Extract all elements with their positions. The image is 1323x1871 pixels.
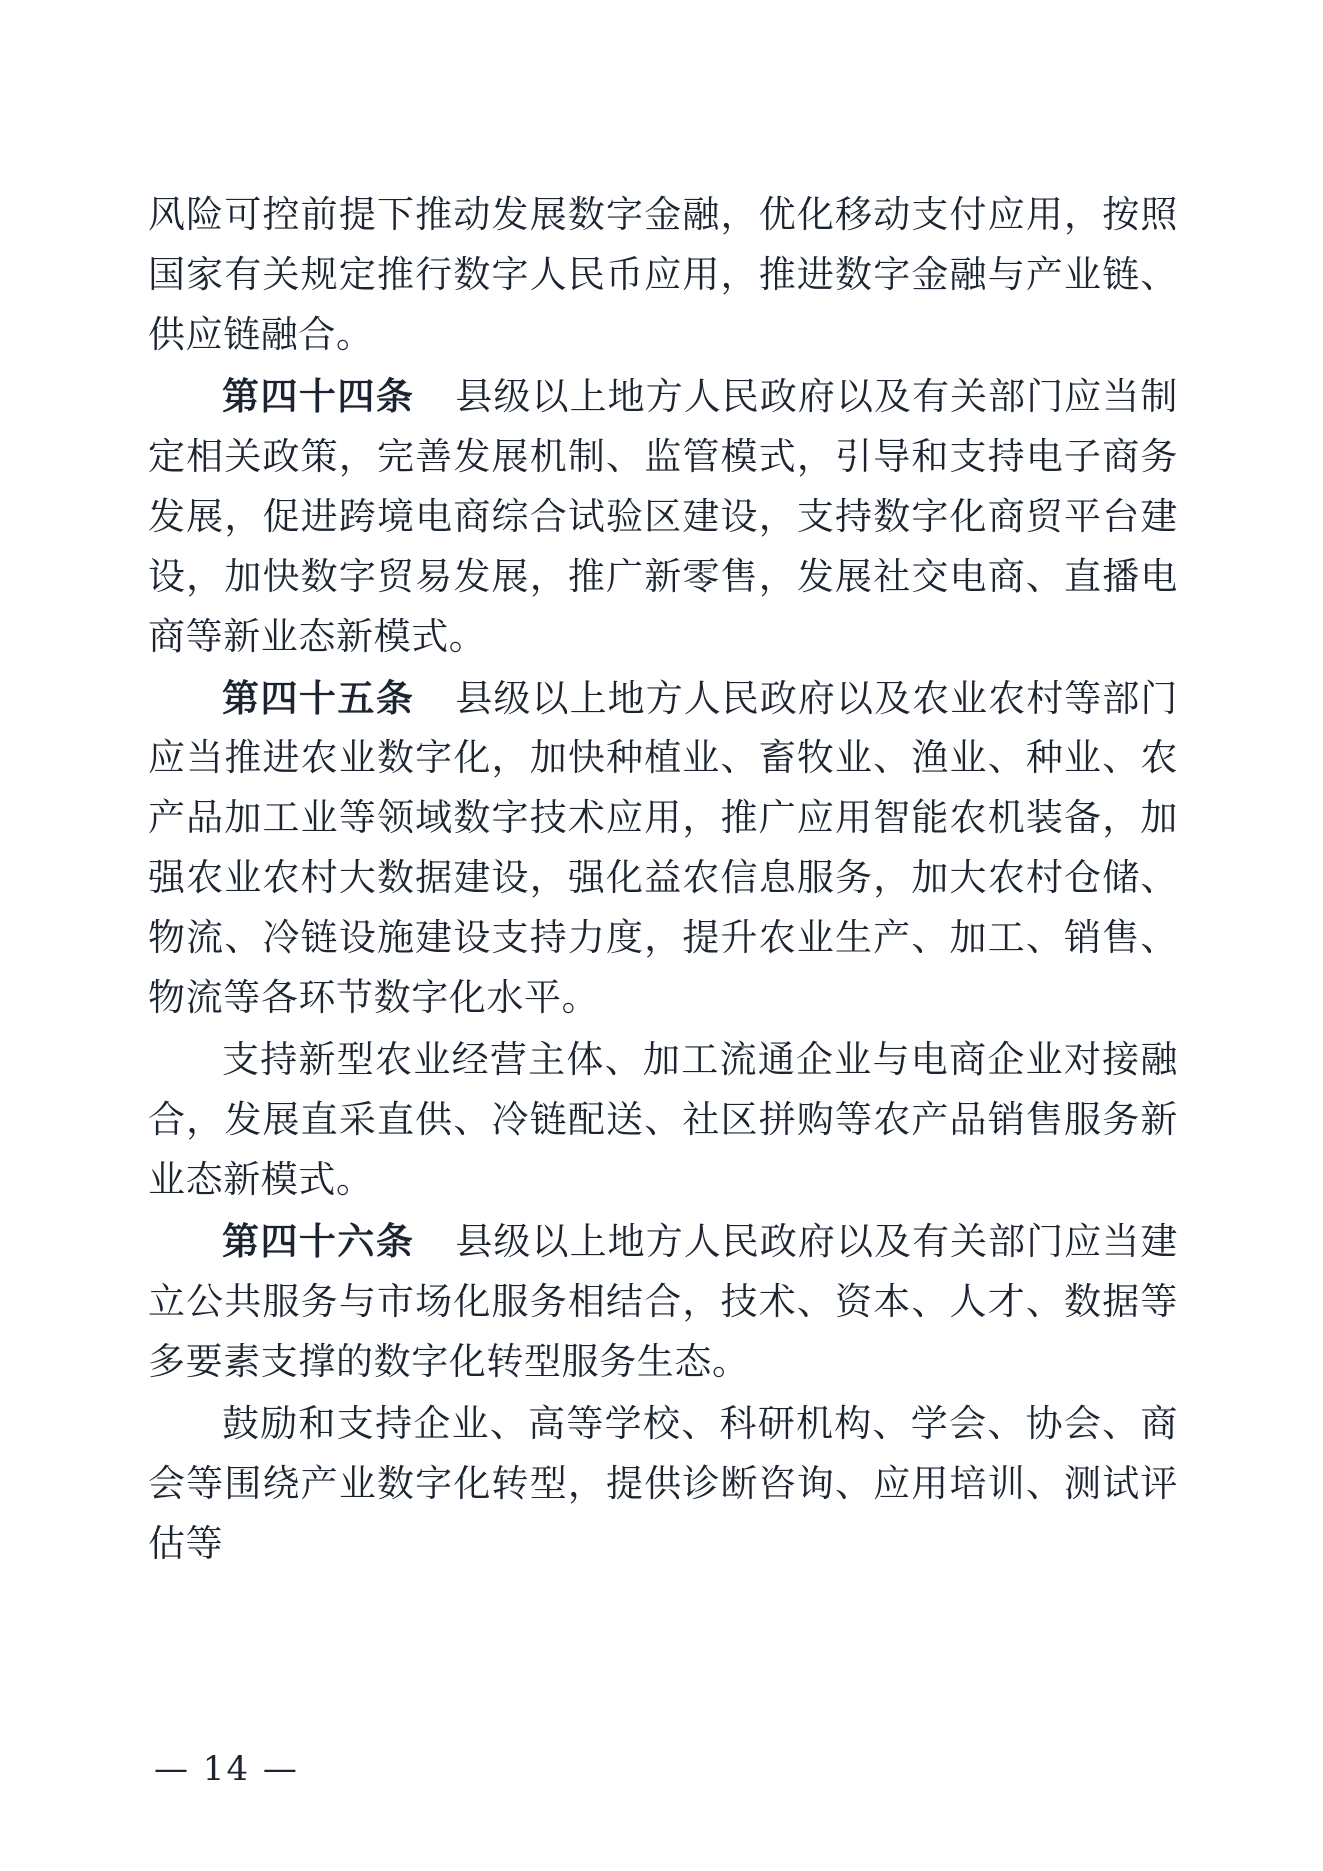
document-body — [148, 185, 1178, 1574]
paragraph-text: 县级以上地方人民政府以及有关部门应当建立公共服务与市场化服务相结合，技术、资本、人才、数据等多要素支撑的数字化转型服务生态。 — [148, 1219, 1179, 1383]
paragraph-text: 鼓励和支持企业、高等学校、科研机构、学会、协会、商会等围绕产业数字化转型，提供诊断咨询、应用培训、测试评估等 — [148, 1401, 1178, 1565]
article-label-45: 第四十五条 — [222, 675, 415, 720]
article-label-44: 第四十四条 — [222, 373, 415, 418]
paragraph-article-44 — [148, 367, 1178, 667]
paragraph-text: 支持新型农业经营主体、加工流通企业与电商企业对接融合，发展直采直供、冷链配送、社区拼购等农产品销售服务新业态新模式。 — [148, 1038, 1178, 1201]
paragraph-article-46-second — [148, 1394, 1178, 1574]
article-label-46: 第四十六条 — [222, 1218, 415, 1263]
page-footer — [148, 1749, 1178, 1789]
paragraph-text: 县级以上地方人民政府以及有关部门应当制定相关政策，完善发展机制、监管模式，引导和支持电子商务发展，促进跨境电商综合试验区建设，支持数字化商贸平台建设，加快数字贸易发展，推广新零售，发展社交电商、直播电商等新业态新模式。 — [148, 374, 1179, 658]
paragraph-text: 县级以上地方人民政府以及农业农村等部门应当推进农业数字化，加快种植业、畜牧业、渔业、种业、农产品加工业等领域数字技术应用，推广应用智能农机装备，加强农业农村大数据建设，强化益农信息服务，加大农村仓储、物流、冷链设施建设支持力度，提升农业生产、加工、销售、物流等各环节数字化水平。 — [148, 676, 1179, 1020]
paragraph-article-45-second — [148, 1030, 1178, 1210]
paragraph-continued — [148, 185, 1178, 365]
paragraph-text: 风险可控前提下推动发展数字金融，优化移动支付应用，按照国家有关规定推行数字人民币应用，推进数字金融与产业链、供应链融合。 — [148, 193, 1178, 356]
page-number: — 14 — — [154, 1749, 299, 1789]
paragraph-article-45 — [148, 669, 1178, 1029]
paragraph-article-46 — [148, 1212, 1178, 1392]
